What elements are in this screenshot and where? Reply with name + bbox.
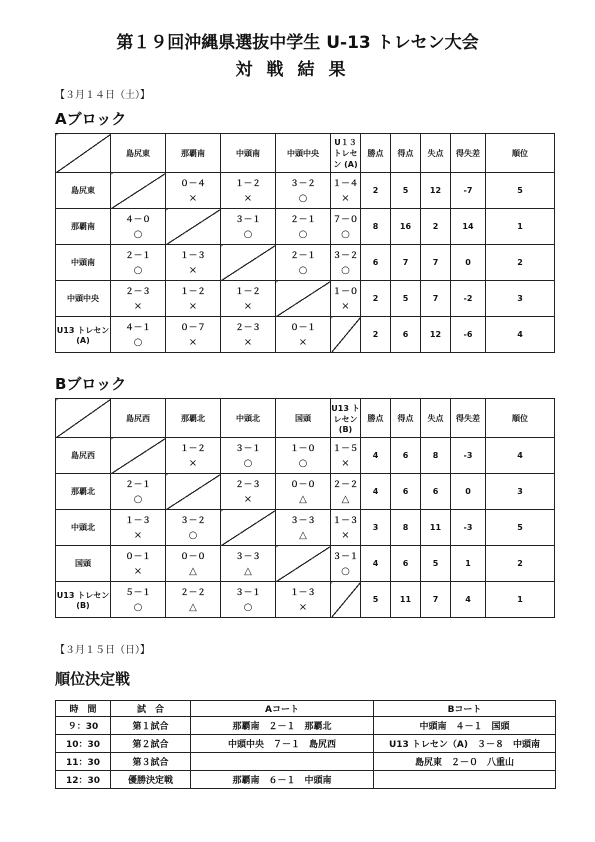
stat-cell: 4: [451, 582, 486, 618]
match-result-cell: [111, 281, 166, 317]
row-team-label: 中頭北: [56, 510, 111, 546]
stat-cell: 7: [421, 245, 451, 281]
match-result-cell: [111, 245, 166, 281]
schedule-header: Aコート: [191, 701, 374, 717]
stat-cell: 5: [486, 510, 555, 546]
match-score: １－３: [332, 515, 359, 526]
result-mark: △: [299, 493, 307, 505]
schedule-court-a: 那覇南 ６－１ 中頭南: [191, 771, 374, 789]
stat-header: 得失差: [451, 399, 486, 438]
stat-cell: -6: [451, 317, 486, 353]
table-row: [56, 474, 555, 510]
self-match-cell: [331, 317, 361, 353]
stat-cell: 5: [391, 173, 421, 209]
schedule-match: 第２試合: [111, 735, 191, 753]
self-match-cell: [111, 438, 166, 474]
schedule-match: 第１試合: [111, 717, 191, 735]
stat-cell: 5: [391, 281, 421, 317]
match-score: ２－１: [125, 479, 151, 490]
match-score: ３－１: [235, 214, 261, 225]
result-mark: ×: [133, 300, 143, 312]
match-score: １－２: [235, 178, 261, 189]
date-label-day2: 【３月１５日（日）】: [55, 645, 150, 656]
schedule-row: [56, 753, 556, 771]
self-match-cell: [111, 173, 166, 209]
match-result-cell: [331, 438, 361, 474]
result-mark: ×: [243, 493, 253, 505]
stat-cell: 6: [391, 317, 421, 353]
self-match-cell: [221, 245, 276, 281]
result-mark: ×: [188, 457, 198, 469]
row-team-label: U13 トレセン (B): [56, 582, 111, 618]
stat-cell: 4: [486, 438, 555, 474]
match-result-cell: [221, 474, 276, 510]
row-team-label: 国頭: [56, 546, 111, 582]
match-score: ３－１: [235, 443, 261, 454]
match-result-cell: [221, 582, 276, 618]
result-mark: ○: [341, 228, 350, 240]
result-mark: △: [189, 565, 197, 577]
match-result-cell: [166, 245, 221, 281]
stat-cell: 1: [486, 582, 555, 618]
match-score: ２－３: [235, 479, 261, 490]
schedule-court-a: [191, 753, 374, 771]
result-mark: ○: [243, 457, 253, 469]
stat-cell: 6: [421, 474, 451, 510]
result-mark: ○: [133, 493, 143, 505]
date-label-day1: 【３月１４日（土）】: [55, 90, 150, 101]
result-mark: ×: [133, 529, 143, 541]
self-match-cell: [221, 510, 276, 546]
match-score: ３－３: [235, 551, 261, 562]
match-result-cell: [221, 173, 276, 209]
match-result-cell: [166, 281, 221, 317]
block-a-heading: Aブロック: [55, 110, 127, 128]
stat-header: 失点: [421, 399, 451, 438]
stat-cell: 5: [486, 173, 555, 209]
stat-header: 得失差: [451, 134, 486, 173]
stat-cell: 11: [391, 582, 421, 618]
match-score: ０－０: [290, 479, 316, 490]
stat-cell: 7: [391, 245, 421, 281]
stat-cell: 6: [391, 474, 421, 510]
stat-cell: 16: [391, 209, 421, 245]
team-header: 中頭南: [221, 134, 276, 173]
stat-cell: 7: [421, 281, 451, 317]
match-score: ０－７: [180, 322, 206, 333]
match-result-cell: [111, 474, 166, 510]
table-row: [56, 438, 555, 474]
result-mark: ○: [243, 601, 253, 613]
schedule-court-b: [374, 771, 556, 789]
result-mark: ×: [188, 264, 198, 276]
page-subtitle: 対戦結果: [235, 60, 360, 80]
match-result-cell: [221, 438, 276, 474]
final-heading: 順位決定戦: [55, 670, 131, 688]
match-score: １－３: [125, 515, 151, 526]
match-result-cell: [166, 546, 221, 582]
result-mark: ○: [188, 529, 198, 541]
match-result-cell: [331, 510, 361, 546]
stat-cell: 12: [421, 173, 451, 209]
result-mark: ○: [341, 264, 350, 276]
match-score: ２－１: [125, 250, 151, 261]
stat-cell: 0: [451, 245, 486, 281]
match-result-cell: [111, 317, 166, 353]
match-score: ７－０: [332, 214, 359, 225]
match-result-cell: [276, 582, 331, 618]
team-header: 那覇北: [166, 399, 221, 438]
team-header: 島尻西: [111, 399, 166, 438]
table-row: [56, 209, 555, 245]
schedule-table: [55, 700, 556, 789]
result-mark: △: [341, 493, 350, 505]
self-match-cell: [331, 582, 361, 618]
match-result-cell: [166, 173, 221, 209]
block-b-heading: Bブロック: [55, 375, 127, 393]
match-score: ０－０: [180, 551, 206, 562]
match-result-cell: [166, 510, 221, 546]
block-b-table: [55, 398, 555, 618]
team-header: 中頭北: [221, 399, 276, 438]
schedule-row: [56, 771, 556, 789]
stat-header: 失点: [421, 134, 451, 173]
match-result-cell: [276, 173, 331, 209]
result-mark: ○: [133, 601, 143, 613]
corner-cell: [56, 134, 111, 173]
team-header: 那覇南: [166, 134, 221, 173]
match-result-cell: [331, 245, 361, 281]
match-score: ５－１: [125, 587, 151, 598]
row-team-label: 島尻東: [56, 173, 111, 209]
stat-header: 得点: [391, 134, 421, 173]
match-score: ３－１: [332, 551, 359, 562]
result-mark: ×: [341, 300, 350, 312]
self-match-cell: [166, 209, 221, 245]
match-result-cell: [276, 317, 331, 353]
match-score: ４－１: [125, 322, 151, 333]
self-match-cell: [276, 281, 331, 317]
result-mark: ○: [298, 457, 308, 469]
row-team-label: U13 トレセン (A): [56, 317, 111, 353]
match-result-cell: [276, 209, 331, 245]
match-result-cell: [221, 317, 276, 353]
match-score: １－４: [332, 178, 359, 189]
table-row: [56, 245, 555, 281]
result-mark: ○: [298, 264, 308, 276]
self-match-cell: [276, 546, 331, 582]
match-score: ３－２: [290, 178, 316, 189]
result-mark: ×: [243, 192, 253, 204]
match-score: ３－２: [180, 515, 206, 526]
result-mark: ×: [133, 565, 143, 577]
result-mark: ×: [243, 336, 253, 348]
match-score: ２－２: [180, 587, 206, 598]
result-mark: △: [244, 565, 252, 577]
stat-cell: 4: [361, 546, 391, 582]
result-mark: ×: [298, 336, 308, 348]
stat-cell: 2: [421, 209, 451, 245]
match-result-cell: [331, 173, 361, 209]
match-score: ３－１: [235, 587, 261, 598]
match-result-cell: [276, 510, 331, 546]
result-mark: ×: [341, 192, 350, 204]
stat-cell: -7: [451, 173, 486, 209]
match-result-cell: [111, 209, 166, 245]
stat-cell: 0: [451, 474, 486, 510]
stat-cell: -3: [451, 438, 486, 474]
result-mark: ○: [133, 228, 143, 240]
result-mark: ○: [298, 228, 308, 240]
result-mark: ×: [341, 529, 350, 541]
result-mark: ○: [341, 565, 350, 577]
schedule-header: 試 合: [111, 701, 191, 717]
stat-cell: 4: [361, 474, 391, 510]
row-team-label: 中頭中央: [56, 281, 111, 317]
match-result-cell: [166, 582, 221, 618]
schedule-time: ９：30: [56, 717, 111, 735]
table-row: [56, 281, 555, 317]
stat-cell: 6: [361, 245, 391, 281]
result-mark: ○: [243, 228, 253, 240]
result-mark: ×: [188, 192, 198, 204]
match-result-cell: [166, 317, 221, 353]
result-mark: ×: [188, 300, 198, 312]
schedule-court-b: 島尻東 ２－０ 八重山: [374, 753, 556, 771]
schedule-header: 時 間: [56, 701, 111, 717]
schedule-row: [56, 735, 556, 753]
row-team-label: 那覇南: [56, 209, 111, 245]
match-score: １－３: [180, 250, 206, 261]
result-mark: △: [189, 601, 197, 613]
stat-cell: 1: [486, 209, 555, 245]
match-score: １－０: [332, 286, 359, 297]
match-score: ４－０: [125, 214, 151, 225]
match-score: ２－２: [332, 479, 359, 490]
table-row: [56, 582, 555, 618]
stat-cell: 5: [421, 546, 451, 582]
stat-cell: 4: [486, 317, 555, 353]
stat-cell: 2: [361, 281, 391, 317]
stat-cell: 3: [486, 474, 555, 510]
schedule-court-a: 中頭中央 ７－１ 島尻西: [191, 735, 374, 753]
schedule-time: 10：30: [56, 735, 111, 753]
stat-cell: 2: [486, 546, 555, 582]
result-mark: ○: [133, 264, 143, 276]
row-team-label: 島尻西: [56, 438, 111, 474]
page-title: 第１９回沖縄県選抜中学生 U-13 トレセン大会: [116, 33, 479, 53]
corner-cell: [56, 399, 111, 438]
match-score: ２－１: [290, 250, 316, 261]
match-score: ２－１: [290, 214, 316, 225]
stat-cell: 12: [421, 317, 451, 353]
schedule-court-b: 中頭南 ４－１ 国頭: [374, 717, 556, 735]
result-mark: ×: [341, 457, 350, 469]
match-result-cell: [221, 546, 276, 582]
stat-cell: 14: [451, 209, 486, 245]
stat-cell: 11: [421, 510, 451, 546]
stat-cell: 3: [361, 510, 391, 546]
stat-cell: 1: [451, 546, 486, 582]
match-score: １－３: [290, 587, 316, 598]
match-score: ０－１: [290, 322, 316, 333]
stat-header: 順位: [486, 399, 555, 438]
match-score: ０－１: [125, 551, 151, 562]
match-result-cell: [331, 209, 361, 245]
stat-cell: 8: [421, 438, 451, 474]
stat-cell: 7: [421, 582, 451, 618]
schedule-court-b: U13 トレセン（A) ３－８ 中頭南: [374, 735, 556, 753]
stat-cell: 4: [361, 438, 391, 474]
result-mark: ×: [298, 601, 308, 613]
stat-header: 順位: [486, 134, 555, 173]
team-header: 中頭中央: [276, 134, 331, 173]
match-result-cell: [221, 281, 276, 317]
team-header: 島尻東: [111, 134, 166, 173]
stat-cell: 2: [486, 245, 555, 281]
schedule-row: [56, 717, 556, 735]
schedule-court-a: 那覇南 ２－１ 那覇北: [191, 717, 374, 735]
stat-cell: 6: [391, 546, 421, 582]
match-result-cell: [166, 438, 221, 474]
stat-cell: 6: [391, 438, 421, 474]
match-result-cell: [111, 510, 166, 546]
stat-cell: 3: [486, 281, 555, 317]
team-header: 国頭: [276, 399, 331, 438]
stat-cell: 8: [361, 209, 391, 245]
match-result-cell: [331, 474, 361, 510]
table-row: [56, 317, 555, 353]
match-result-cell: [276, 474, 331, 510]
result-mark: △: [299, 529, 307, 541]
match-result-cell: [276, 245, 331, 281]
match-score: １－２: [180, 286, 206, 297]
schedule-match: 優勝決定戦: [111, 771, 191, 789]
schedule-time: 12：30: [56, 771, 111, 789]
result-mark: ×: [243, 300, 253, 312]
stat-header: 勝点: [361, 134, 391, 173]
stat-header: 得点: [391, 399, 421, 438]
result-mark: ×: [188, 336, 198, 348]
row-team-label: 中頭南: [56, 245, 111, 281]
stat-cell: 5: [361, 582, 391, 618]
schedule-match: 第３試合: [111, 753, 191, 771]
match-result-cell: [111, 546, 166, 582]
team-header: U13 トレセン (B): [331, 399, 361, 438]
stat-header: 勝点: [361, 399, 391, 438]
row-team-label: 那覇北: [56, 474, 111, 510]
match-score: ２－３: [125, 286, 151, 297]
stat-cell: -3: [451, 510, 486, 546]
table-row: [56, 546, 555, 582]
match-score: １－０: [290, 443, 316, 454]
stat-cell: 8: [391, 510, 421, 546]
match-result-cell: [111, 582, 166, 618]
table-row: [56, 510, 555, 546]
match-score: ３－２: [332, 250, 359, 261]
self-match-cell: [166, 474, 221, 510]
match-score: １－２: [235, 286, 261, 297]
match-result-cell: [221, 209, 276, 245]
match-result-cell: [276, 438, 331, 474]
schedule-time: 11：30: [56, 753, 111, 771]
stat-cell: -2: [451, 281, 486, 317]
result-mark: ○: [298, 192, 308, 204]
result-mark: ○: [133, 336, 143, 348]
stat-cell: 2: [361, 173, 391, 209]
match-result-cell: [331, 281, 361, 317]
table-row: [56, 173, 555, 209]
block-a-table: [55, 133, 555, 353]
match-score: １－５: [332, 443, 359, 454]
schedule-header: Bコート: [374, 701, 556, 717]
match-result-cell: [331, 546, 361, 582]
match-score: ０－４: [180, 178, 206, 189]
match-score: １－２: [180, 443, 206, 454]
match-score: ２－３: [235, 322, 261, 333]
team-header: U１３トレセン (A): [331, 134, 361, 173]
stat-cell: 2: [361, 317, 391, 353]
match-score: ３－３: [290, 515, 316, 526]
